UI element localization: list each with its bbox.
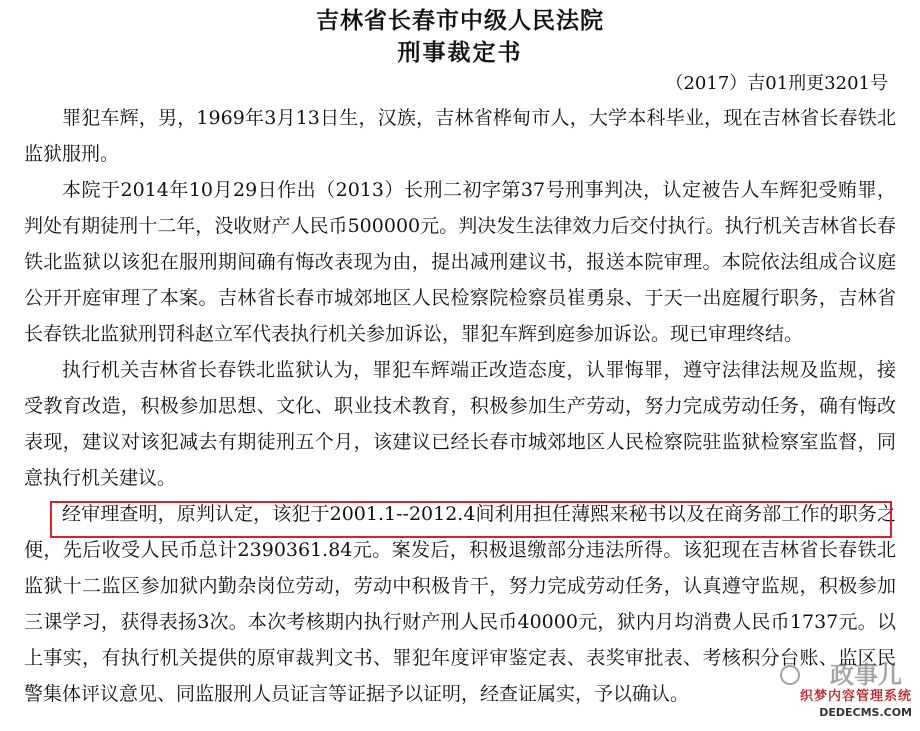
paragraph-defendant-info: 罪犯车辉，男，1969年3月13日生，汉族，吉林省桦甸市人，大学本科毕业，现在吉林省长春铁北监狱服刑。: [24, 107, 896, 165]
watermark-account-name: 政事儿: [830, 661, 902, 689]
watermark-cms-url: DEDECMS.COM: [819, 706, 912, 719]
paragraph-prison-opinion: 执行机关吉林省长春铁北监狱认为，罪犯车辉端正改造态度，认罪悔罪，遵守法律法规及监规，接受教育改造，积极参加思想、文化、职业技术教育，积极参加生产劳动，努力完成劳动任务，确有悔改表现，建议对该犯减去有期徒刑五个月，该建议已经长春市城郊地区人民检察院驻监狱检察室监督，同意执行机关建议。: [24, 359, 896, 489]
wechat-icon: [780, 665, 800, 685]
document-type-heading: 刑事裁定书: [397, 39, 523, 66]
watermark: [712, 661, 912, 723]
watermark-cms-name: 织梦内容管理系统: [799, 689, 912, 704]
paragraph-case-history: 本院于2014年10月29日作出（2013）长刑二初字第37号刑事判决，认定被告人车辉犯受贿罪，判处有期徒刑十二年，没收财产人民币500000元。判决发生法律效力后交付执行。执行机关吉林省长春铁北监狱以该犯在服刑期间确有悔改表现为由，提出减刑建议书，报送本院审理。本院依法组成合议庭公开开庭审理了本案。吉林省长春市城郊地区人民检察院检察员崔勇泉、于天一出庭履行职务，吉林省长春铁北监狱刑罚科赵立军代表执行机关参加诉讼，罪犯车辉到庭参加诉讼。现已审理终结。: [24, 179, 896, 345]
paragraph-findings: 经审理查明，原判认定，该犯于2001.1--2012.4间利用担任薄熙来秘书以及在商务部工作的职务之便，先后收受人民币总计2390361.84元。案发后，积极退缴部分违法所得。该犯现在吉林省长春铁北监狱十二监区参加狱内勤杂岗位劳动，劳动中积极肯干，努力完成劳动任务，认真遵守监规，积极参加三课学习，获得表扬3次。本次考核期内执行财产刑人民币40000元，狱内月均消费人民币1737元。以上事实，有执行机关提供的原审裁判文书、罪犯年度评审鉴定表、表奖审批表、考核积分台账、监区民警集体评议意见、同监服刑人员证言等证据予以证明，经查证属实，予以确认。: [24, 503, 896, 705]
court-name-heading: 吉林省长春市中级人民法院: [316, 7, 604, 34]
case-number: （2017）吉01刑更3201号: [665, 73, 888, 94]
document-body: [24, 100, 896, 712]
red-highlight-box: [50, 501, 892, 538]
